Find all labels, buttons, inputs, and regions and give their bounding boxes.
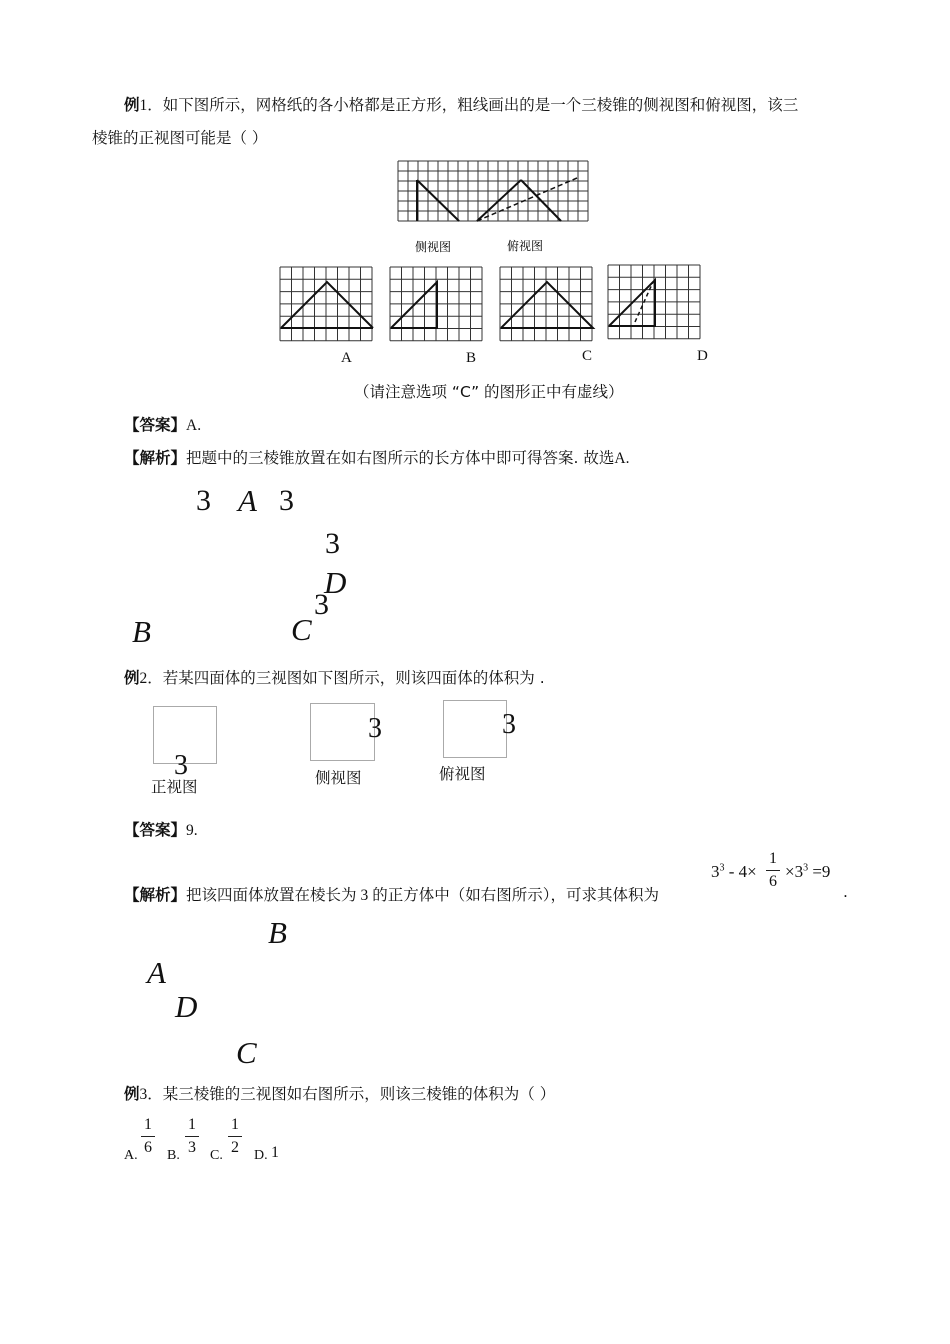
- option-a-triangle: [281, 282, 373, 328]
- ex3-choice-c-fraction: 1 2: [228, 1116, 242, 1157]
- ex3-choice-d-letter: D.: [254, 1148, 268, 1163]
- ex2-formula-fraction: [766, 850, 780, 891]
- fig1-label-c: C: [291, 612, 312, 647]
- ex1-number: 1: [139, 97, 148, 114]
- ex2-answer: [124, 818, 198, 840]
- option-c-grid: [499, 266, 597, 344]
- ex1-question-line1: [124, 93, 798, 115]
- option-a-label: A: [341, 350, 352, 366]
- fig2-label-b: B: [268, 915, 287, 950]
- ex2-side-three: 3: [368, 713, 382, 744]
- fig1-label-a: A: [238, 483, 257, 518]
- ex3-question-text: ．某三棱锥的三视图如右图所示，则该三棱锥的体积为（ ）: [147, 1085, 556, 1103]
- fig1-three-left: 3: [196, 484, 211, 517]
- option-b-label: B: [466, 350, 477, 366]
- formula-times: ×3: [785, 862, 804, 881]
- ex2-top-three: 3: [502, 709, 516, 740]
- ex2-formula-tail: [785, 862, 830, 882]
- ex2-analysis-label: 【解析】: [124, 886, 187, 904]
- analysis-label: 【解析】: [124, 449, 187, 467]
- ex3-choice-d-value: 1: [271, 1144, 279, 1161]
- formula-result: =9: [812, 862, 831, 881]
- fig2-label-a: A: [147, 955, 166, 990]
- option-d-label: D: [697, 348, 708, 364]
- formula-frac-den: 6: [769, 873, 777, 890]
- ex1-answer: [124, 413, 201, 435]
- ex2-formula: [711, 862, 757, 882]
- option-b-triangle: [391, 282, 437, 328]
- ex2-question: [124, 666, 545, 688]
- fig2-label-c: C: [236, 1035, 257, 1070]
- ex2-front-three: 3: [174, 750, 188, 781]
- side-view-caption: 侧视图: [415, 240, 452, 254]
- formula-exp2: 3: [803, 862, 809, 874]
- ex3-number: 3: [139, 1086, 148, 1103]
- answer-value: A.: [186, 417, 202, 434]
- ex2-top-caption: 俯视图: [439, 765, 486, 783]
- fig2-label-d: D: [175, 989, 198, 1024]
- ex2-label: 例: [124, 669, 140, 687]
- ex2-question-text: ．若某四面体的三视图如下图所示，则该四面体的体积为 .: [147, 669, 545, 687]
- analysis-end: A.: [614, 450, 630, 467]
- fig1-three-mid: 3: [325, 527, 340, 560]
- fig1-label-b: B: [132, 614, 151, 649]
- option-d-grid: [607, 264, 705, 342]
- answer-label: 【答案】: [124, 416, 187, 434]
- ex2-top-view-box: [443, 700, 507, 758]
- ex3-choice-a-letter: A.: [124, 1148, 138, 1163]
- analysis-text: 把题中的三棱锥放置在如右图所示的长方体中即可得答案. 故选: [186, 449, 615, 467]
- formula-exp: 3: [719, 862, 725, 874]
- ex3-question: [124, 1082, 555, 1104]
- ex2-side-caption: 侧视图: [315, 769, 362, 787]
- ex2-answer-value: 9.: [186, 822, 198, 839]
- option-d-triangle: [609, 280, 655, 326]
- option-c-label: C: [582, 348, 593, 364]
- ex2-side-view-box: [310, 703, 375, 761]
- ex1-question-text1: ．如下图所示，网格纸的各小格都是正方形，粗线画出的是一个三棱锥的侧视图和俯视图，该三: [147, 96, 799, 114]
- option-a-grid: [279, 266, 377, 344]
- ex2-analysis-num: 3: [360, 887, 369, 904]
- fig1-three-right: 3: [279, 484, 294, 517]
- ex2-answer-label: 【答案】: [124, 821, 187, 839]
- option-c-triangle: [501, 282, 593, 328]
- formula-minus: - 4×: [728, 862, 757, 881]
- option-b-grid: [389, 266, 487, 344]
- fig1-three-low: 3: [314, 588, 329, 621]
- ex2-analysis-text-a: 把该四面体放置在棱长为: [186, 886, 357, 904]
- top-view-dashed-edge: [477, 178, 577, 221]
- ex1-question-line2: 棱锥的正视图可能是（ ）: [92, 129, 268, 147]
- fig1-label-d: D: [324, 565, 347, 600]
- ex2-number: 2: [139, 670, 148, 687]
- ex3-choice-a-fraction: 1 6: [141, 1116, 155, 1157]
- ex1-analysis: [124, 446, 629, 468]
- ex2-period: .: [843, 883, 848, 901]
- ex3-choice-b-fraction: 1 3: [185, 1116, 199, 1157]
- ex2-front-caption: 正视图: [151, 778, 198, 796]
- ex1-top-grid-figure: [397, 160, 589, 260]
- top-view-caption: 俯视图: [507, 239, 544, 253]
- ex3-label: 例: [124, 1085, 140, 1103]
- ex1-label: 例: [124, 96, 140, 114]
- formula-frac-num: 1: [769, 850, 777, 867]
- ex2-analysis-text-b: 的正方体中（如右图所示），可求其体积为: [372, 886, 660, 904]
- ex3-choice-b-letter: B.: [167, 1148, 180, 1163]
- ex1-note: （请注意选项 “C” 的图形正中有虚线）: [354, 383, 624, 401]
- ex2-analysis: [124, 883, 659, 905]
- ex3-choice-c-letter: C.: [210, 1148, 223, 1163]
- formula-base: 3: [711, 862, 720, 881]
